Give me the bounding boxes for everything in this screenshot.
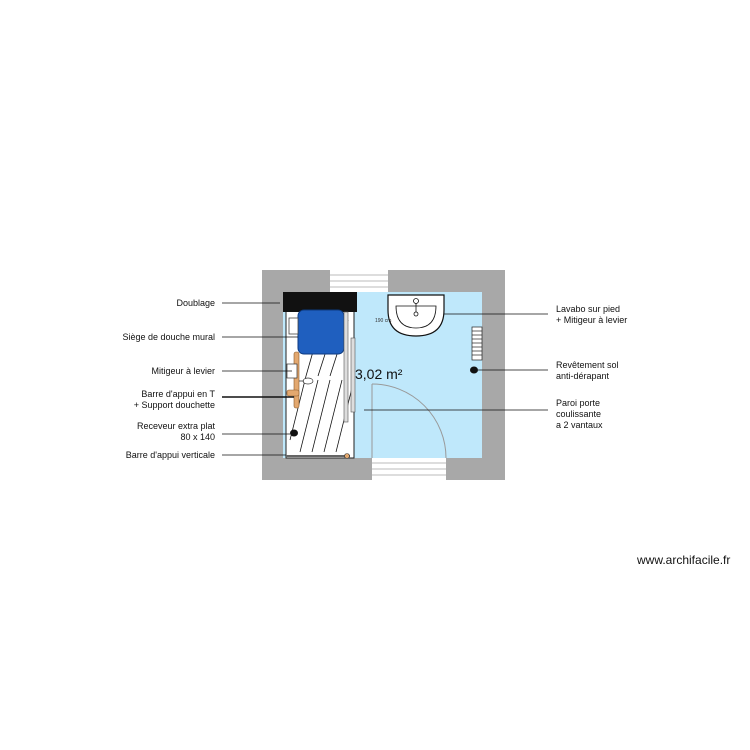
label-vertical-grab-bar: Barre d'appui verticale <box>125 450 215 460</box>
dimension-label: 190 cm <box>375 318 392 324</box>
label-shower-tray: Receveur extra plat 80 x 140 <box>136 421 215 442</box>
t-grab-bar-cross <box>287 390 299 396</box>
room-area: 3,02 m² <box>355 366 403 382</box>
washbasin <box>388 295 444 336</box>
top-window <box>330 270 388 292</box>
sliding-door-panel-1 <box>344 312 348 422</box>
label-shower-seat: Siège de douche mural <box>122 332 215 342</box>
label-anti-slip-floor: Revêtement sol anti-dérapant <box>556 360 619 381</box>
label-washbasin: Lavabo sur pied + Mitigeur à levier <box>556 304 628 325</box>
vertical-grab-bar-end <box>345 454 350 459</box>
anti-slip-marker <box>470 367 478 374</box>
towel-radiator <box>472 327 482 360</box>
shower-seat <box>298 310 344 354</box>
shower-head <box>303 378 313 384</box>
label-t-grab-bar: Barre d'appui en T + Support douchette <box>133 389 215 410</box>
t-grab-bar <box>294 352 299 408</box>
wall-lining <box>283 292 357 312</box>
shower-seat-bracket <box>289 318 298 334</box>
watermark: www.archifacile.fr <box>637 553 731 567</box>
label-doublage: Doublage <box>176 298 215 308</box>
label-sliding-door: Paroi porte coulissante a 2 vantaux <box>556 398 603 430</box>
label-mixer-tap: Mitigeur à levier <box>151 366 215 376</box>
bottom-door-opening <box>372 458 446 480</box>
drain <box>290 430 298 437</box>
